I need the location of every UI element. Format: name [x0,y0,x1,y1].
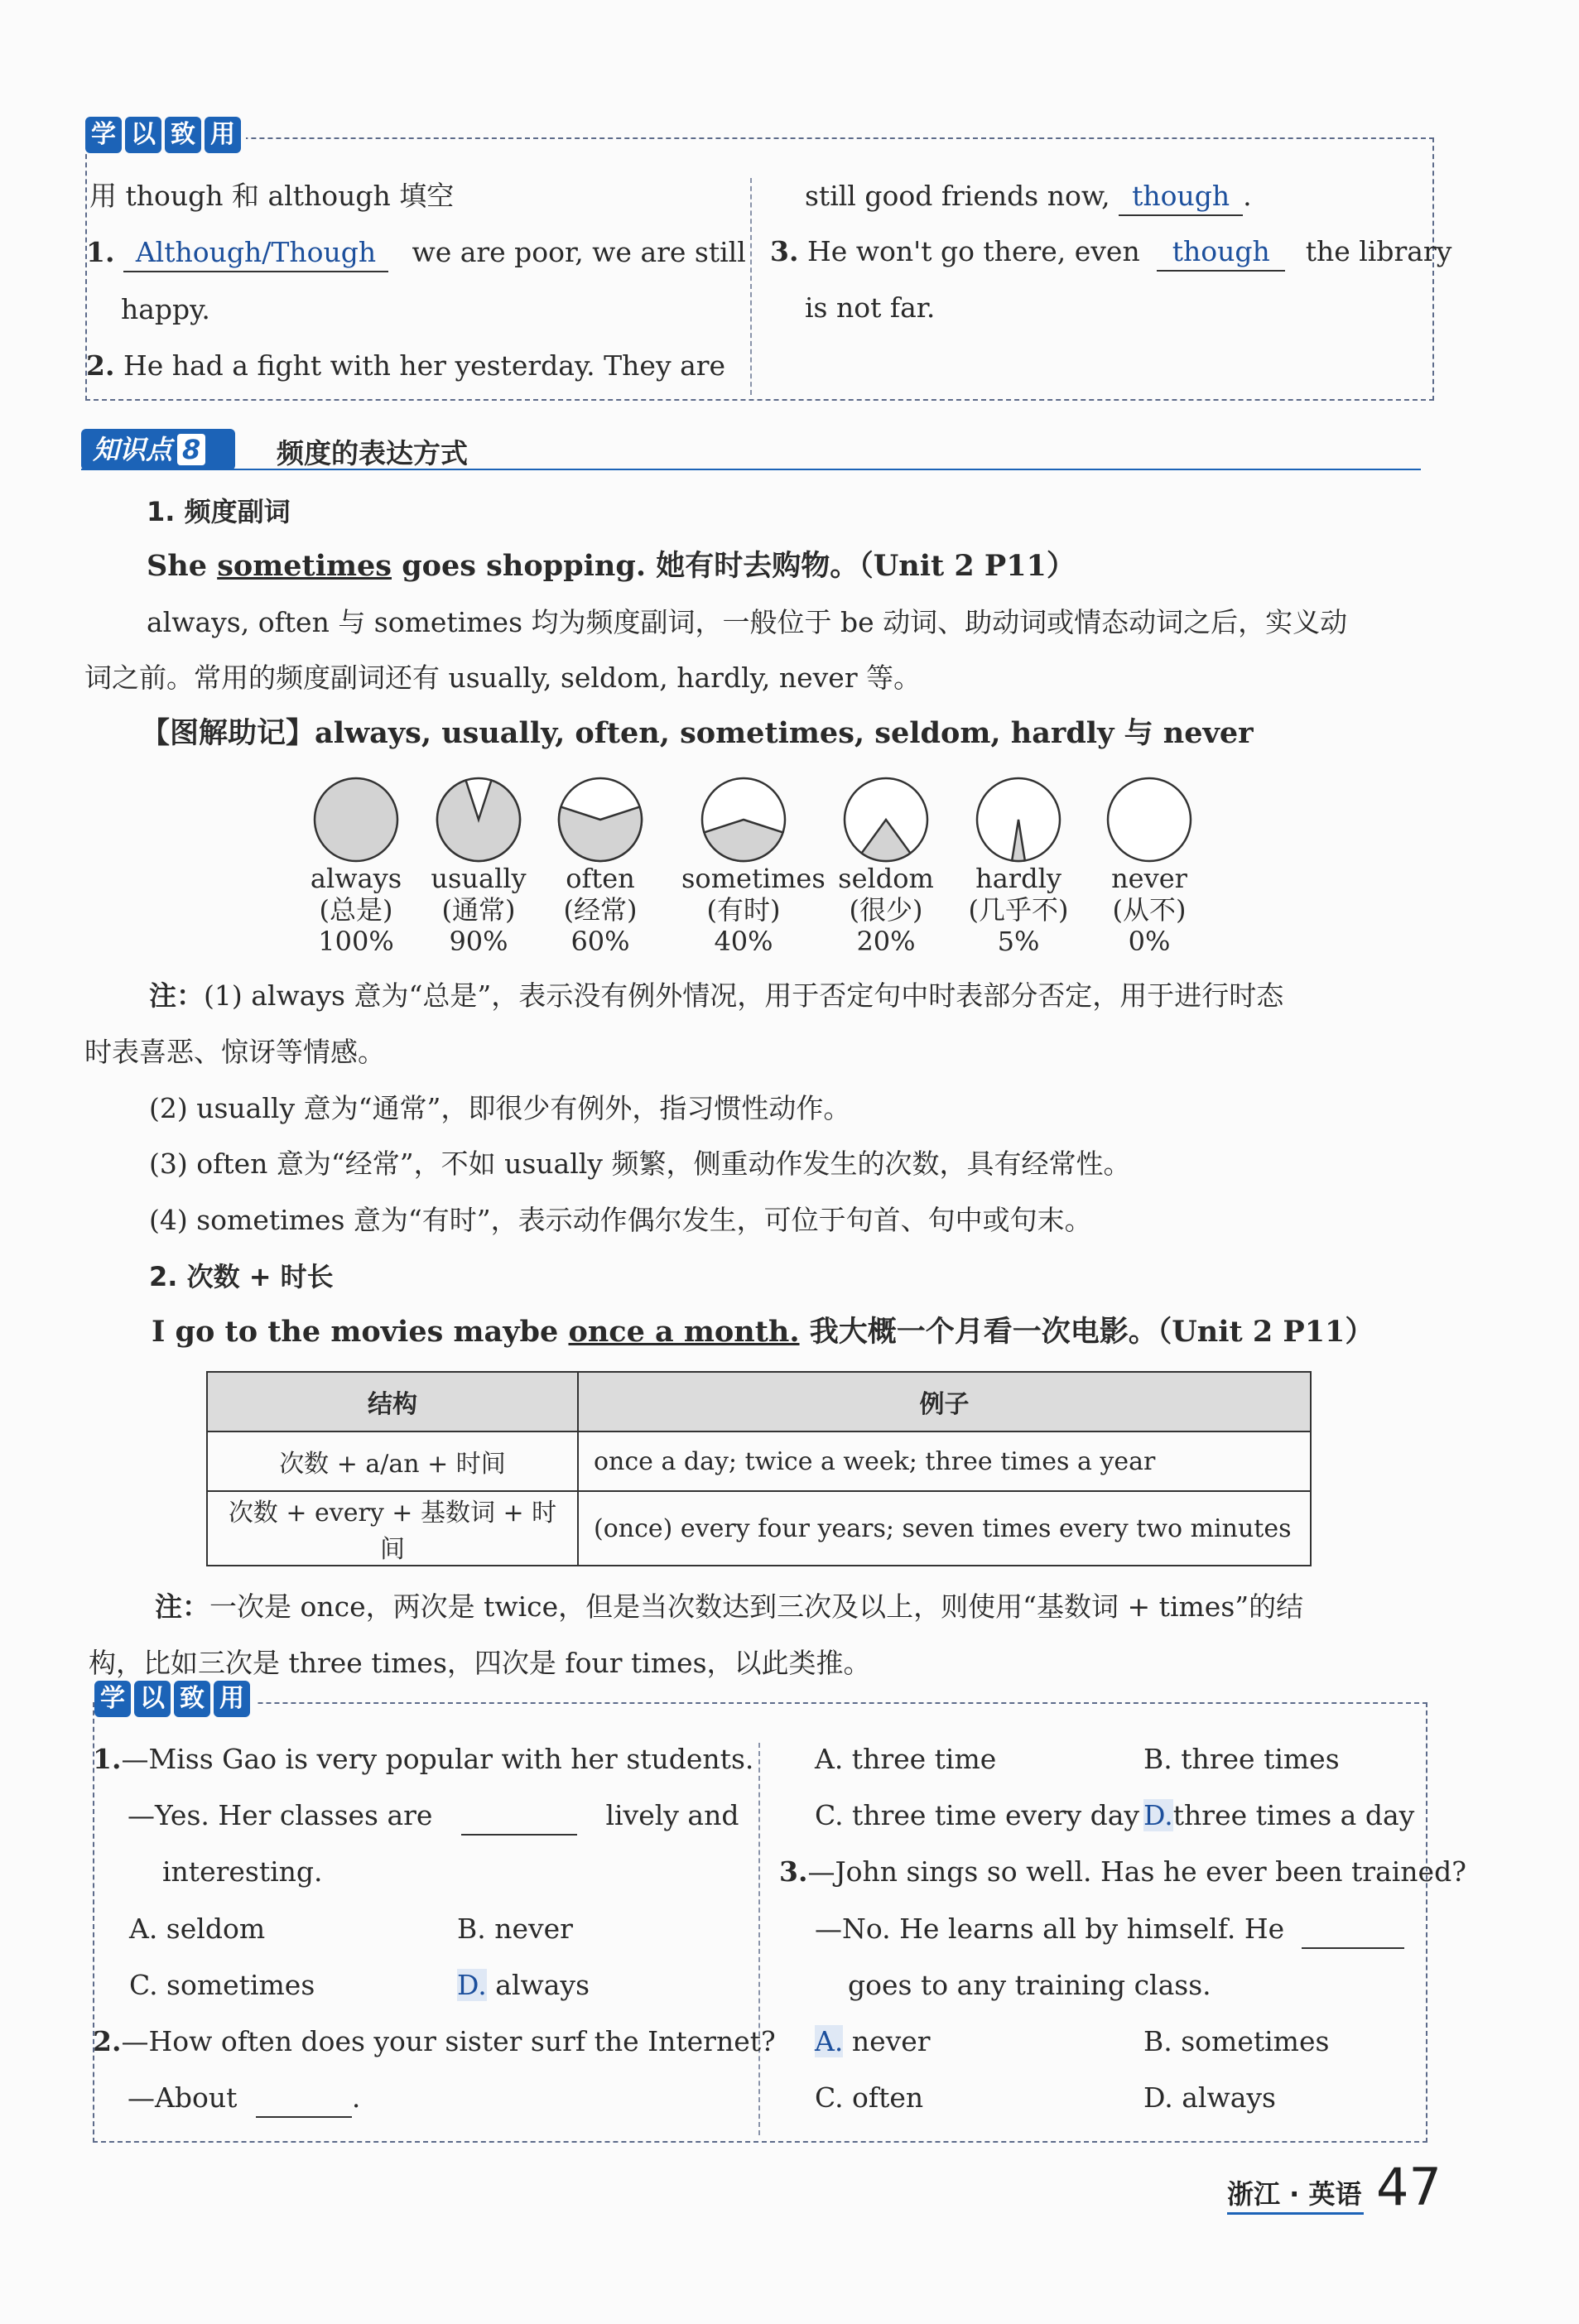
pie-label-en: sometimes [681,863,826,894]
note-3: (3) often 意为“经常”，不如 usually 频繁，侧重动作发生的次数，具有经常性。 [149,1148,1131,1180]
q-end: . [1243,180,1252,212]
q-text: —No. He learns all by himself. He [815,1913,1285,1945]
pie-label-pct: 20% [856,926,916,957]
pie-label-cn: (很少) [849,894,923,926]
pie-label-hardly [956,863,1081,957]
pie-never [1108,778,1191,861]
q-num: 2. [86,349,115,382]
para-1: always, often 与 sometimes 均为频度副词，一般位于 be 动词、助动词或情态动词之后，实义动 [147,606,1348,638]
option-b: B. sometimes [1143,2025,1330,2057]
pie-seldom [845,778,927,861]
answer-letter: D. [457,1969,487,2001]
pie-label-en: never [1111,863,1187,894]
q-text: still good friends now, [805,180,1110,212]
p2-q2-line2 [128,2080,360,2118]
p2-q1-line3: interesting. [162,1855,323,1888]
answer-blank: though [1157,233,1285,272]
pie-label-never [1087,863,1211,957]
q2-line1 [86,348,725,384]
example-underline: once a month. [568,1315,800,1349]
note-text: (1) always 意为“总是”，表示没有例外情况，用于否定句中时表部分否定，用于进行时态 [204,979,1284,1012]
pie-label-always [294,863,418,957]
pie-label-en: usually [431,863,527,894]
option-d: D. always [1143,2081,1276,2114]
p2-q1-line1 [93,1741,753,1778]
table-cell: 次数 + every + 基数词 + 时间 [207,1491,578,1566]
heading-2: 2. 次数 + 时长 [149,1261,334,1292]
q-num: 2. [93,2025,122,2057]
pie-label-usually [416,863,541,957]
example-ref: （Unit 2 P11） [859,549,1076,583]
p2-q3-line3: goes to any training class. [848,1969,1211,2001]
q-end: . [351,2081,361,2114]
option-b: B. never [457,1913,573,1945]
pie-label-pct: 100% [318,926,394,957]
pie-label-cn: (经常) [563,894,638,926]
tujie-line [141,715,1254,752]
answer-letter: A. [815,2025,844,2057]
pie-label-pct: 60% [570,926,630,957]
pie-label-cn: (有时) [706,894,781,926]
table-header: 例子 [578,1372,1311,1431]
example-ref: （Unit 2 P11） [1157,1315,1374,1349]
tag-char: 以 [134,1681,171,1717]
p2-q1-line2 [128,1797,739,1836]
kp-tag-label: 知识点 [93,434,173,465]
pie-label-cn: (通常) [441,894,516,926]
q-text: He had a fight with her yesterday. They are [123,349,726,382]
example-2 [152,1314,1374,1350]
practice-tag-1 [85,117,246,153]
pie-label-pct: 90% [449,926,508,957]
pie-label-pct: 5% [997,926,1040,957]
tag-char: 致 [165,117,201,153]
practice-divider-1 [750,178,752,395]
para-1b: 词之前。常用的频度副词还有 usually, seldom, hardly, never 等。 [84,662,922,694]
q2-line2 [805,178,1252,216]
option-d [457,1967,590,2004]
note-1 [149,978,1283,1014]
note-1b: 时表喜恶、惊讶等情感。 [84,1036,385,1068]
q-text: —Miss Gao is very popular with her students. [121,1743,754,1775]
tag-char: 学 [94,1681,131,1717]
option-c: C. often [815,2081,924,2114]
p2-q3-line1 [779,1854,1466,1890]
note-label: 注： [149,979,204,1012]
note-text: 一次是 once，两次是 twice，但是当次数达到三次及以上，则使用“基数词 + times”的结 [209,1590,1304,1623]
example-text: I go to the movies maybe [152,1315,559,1349]
note-label: 注： [155,1590,209,1623]
kp-underline [81,469,1421,470]
pie-label-en: seldom [838,863,934,894]
heading-1: 1. 频度副词 [147,496,291,527]
note-5b: 构，比如三次是 three times，四次是 four times，以此类推。 [89,1647,871,1679]
q-text: lively and [605,1799,739,1831]
note-5 [155,1589,1303,1625]
option-a: A. three time [815,1743,997,1775]
note-2: (2) usually 意为“通常”，即很少有例外，指习惯性动作。 [149,1092,851,1124]
pie-often [559,778,642,861]
q-text: —John sings so well. Has he ever been trained? [807,1855,1466,1888]
q-num: 1. [93,1743,122,1775]
tag-char: 以 [125,117,161,153]
table-cell: 次数 + a/an + 时间 [207,1431,578,1491]
pie-always [315,778,397,861]
answer-blank [461,1797,577,1836]
q-num: 3. [770,235,799,267]
tag-char: 学 [85,117,122,153]
answer-letter: D. [1143,1799,1173,1831]
pie-hardly [977,778,1060,861]
option-a [815,2023,931,2060]
frequency-pie-chart [306,774,1250,867]
table-row [207,1431,1311,1491]
option-c: C. sometimes [129,1969,315,2001]
q-text: —About [128,2081,238,2114]
table-row [207,1491,1311,1566]
option-d [1143,1797,1414,1834]
footer-label: 浙江 · 英语 [1227,2178,1362,2210]
option-text: never [851,2025,931,2057]
option-c: C. three time every day [815,1799,1140,1831]
pie-label-en: always [310,863,402,894]
p2-q2-line1 [93,2023,776,2060]
answer-blank: Although/Though [123,234,388,272]
practice-tag-2 [94,1681,255,1717]
answer-blank [256,2080,352,2118]
table-cell: once a day; twice a week; three times a year [578,1431,1311,1491]
pie-label-en: often [566,863,635,894]
option-b: B. three times [1143,1743,1340,1775]
q-text: He won't go there, even [806,235,1140,267]
example-1: She sometimes goes shopping. 她有时去购物。（Unit 2 P11） [147,549,1076,583]
kp-title: 频度的表达方式 [277,437,468,469]
q3-line1 [770,233,1451,272]
tujie-label: 【图解助记】 [141,717,315,750]
answer-blank [1302,1911,1404,1949]
tag-char: 用 [205,117,241,153]
pie-label-pct: 40% [714,926,773,957]
tujie-text: always, usually, often, sometimes, seldom, hardly 与 never [315,716,1254,750]
p2-q3-line2 [815,1911,1404,1949]
q-text: —How often does your sister surf the Internet? [121,2025,776,2057]
pie-label-seldom [824,863,948,957]
q3-line2: is not far. [805,291,936,324]
q-text: the library [1305,235,1452,267]
option-text: three times a day [1172,1799,1415,1831]
pie-label-cn: (几乎不) [968,894,1069,926]
pie-label-sometimes [681,863,826,957]
note-4: (4) sometimes 意为“有时”，表示动作偶尔发生，可位于句首、句中或句末。 [149,1204,1092,1236]
option-text: always [495,1969,590,2001]
pie-label-en: hardly [975,863,1061,894]
q-num: 1. [86,236,115,268]
pie-label-pct: 0% [1128,926,1171,957]
table-header: 结构 [207,1372,578,1431]
practice-divider-2 [758,1743,760,2135]
answer-blank: though [1119,178,1243,216]
page-number: 47 [1376,2157,1442,2217]
example-underline: sometimes [217,549,392,583]
table-header-row [207,1372,1311,1431]
pie-label-often [538,863,662,957]
footer-underline [1227,2212,1364,2215]
q1-line1 [86,234,746,272]
tag-char: 致 [174,1681,210,1717]
pie-label-cn: (总是) [319,894,393,926]
kp-tag-num: 8 [177,434,205,465]
option-a: A. seldom [129,1913,266,1945]
q1-line2: happy. [121,293,210,325]
tag-char: 用 [214,1681,250,1717]
instruction: 用 though 和 although 填空 [89,180,455,212]
table-cell: (once) every four years; seven times every two minutes [578,1491,1311,1566]
q-text: we are poor, we are still [412,236,746,268]
example-cn: 我大概一个月看一次电影。 [809,1316,1158,1349]
pie-label-cn: (从不) [1112,894,1187,926]
example-cn: 她有时去购物。 [656,550,859,583]
structure-table [206,1371,1312,1566]
pie-usually [437,778,520,861]
q-text: —Yes. Her classes are [128,1799,433,1831]
pie-sometimes [702,778,785,861]
pie-labels [0,863,1579,962]
q-num: 3. [779,1855,808,1888]
kp-tag [81,429,235,470]
